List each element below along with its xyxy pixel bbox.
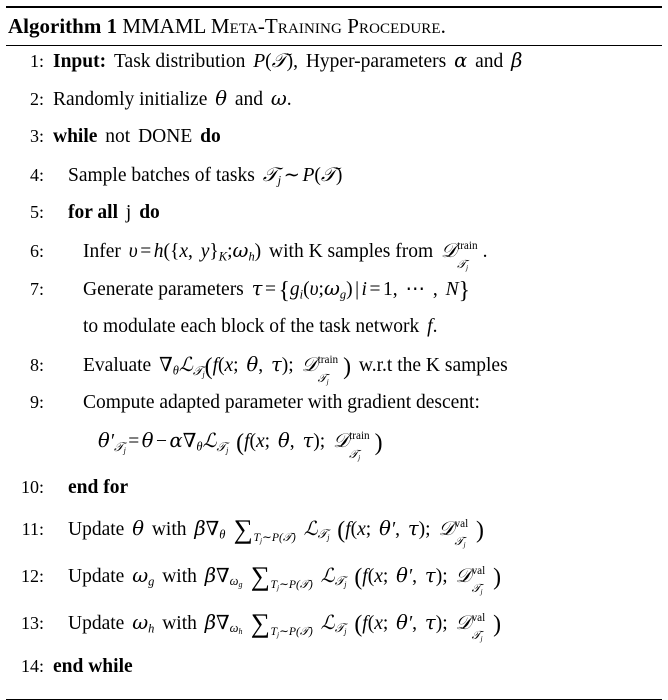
algorithm-line	[6, 203, 662, 241]
for-all-keyword: for all	[68, 202, 119, 224]
algorithm-header	[6, 8, 662, 45]
algorithm-equation-line	[6, 431, 662, 478]
train-superscript: train	[349, 430, 370, 443]
algorithm-line	[6, 355, 662, 393]
line-number: 4:	[29, 165, 44, 186]
wrt-k-samples-label: w.r.t the K samples	[358, 355, 508, 377]
algorithm-line	[6, 51, 662, 89]
with-label: with	[162, 565, 197, 587]
line-content: Evaluate $\nabla_\theta ℒ_{𝒯_j}(f(x$; θ, τ); 𝒟 train 𝒯$_j$ ) w.r.t the K samples	[83, 353, 508, 386]
line-number: 12:	[20, 565, 44, 586]
algorithm-line	[6, 241, 662, 279]
line-content: Update θ with $\beta\nabla_\theta$ $\sum_{T_j\sim P(𝒯)}$ ℒ$_{𝒯_j}$ (f(x; θ′, τ); 𝒟 val 𝒯$_j$ )	[68, 514, 484, 550]
while-keyword: while	[53, 126, 98, 148]
with-label: with	[151, 518, 187, 540]
line-number: 2:	[29, 89, 44, 110]
sample-batches-label: Sample batches of tasks	[68, 165, 255, 187]
generate-parameters-label: Generate parameters	[83, 279, 244, 301]
algorithm-line	[6, 393, 662, 431]
done-label: DONE	[138, 126, 193, 148]
line-number: 14:	[20, 656, 44, 677]
algorithm-line	[6, 127, 662, 165]
line-content: Sample batches of tasks 𝒯$_j$ ∼ P(𝒯)	[68, 163, 343, 188]
train-superscript: train	[457, 240, 478, 253]
input-keyword: Input:	[53, 51, 107, 73]
randomly-initialize-label: Randomly initialize	[53, 89, 208, 111]
task-distribution-label: Task distribution	[114, 51, 246, 73]
evaluate-label: Evaluate	[83, 355, 152, 377]
line-content	[53, 657, 662, 677]
line-number: 13:	[20, 612, 44, 633]
with-k-samples-label: with K samples from	[269, 241, 434, 263]
line-number: 3:	[29, 126, 44, 147]
not-label: not	[105, 126, 131, 148]
algorithm-line	[6, 610, 662, 657]
line-number: 10:	[20, 477, 44, 498]
line-content: Update $\omega_h$ with $\beta\nabla_{\omega_h}$ $\sum_{T_j\sim P(𝒯)}$ ℒ$_{𝒯_j}$ (f(x; θ′, τ); 𝒟 val 𝒯$_j$ )	[68, 608, 501, 644]
compute-adapted-label: Compute adapted parameter with gradient descent:	[83, 392, 480, 414]
line-content	[53, 478, 662, 498]
val-superscript: val	[471, 611, 486, 624]
loop-index: j	[125, 202, 132, 224]
algorithm-line	[6, 563, 662, 610]
and-label: and	[475, 51, 504, 73]
line-number: 11:	[21, 518, 44, 539]
line-content	[53, 393, 662, 413]
and-label: and	[234, 89, 263, 111]
train-superscript: train	[317, 354, 339, 367]
algorithm-line-continuation	[6, 317, 662, 355]
line-content: Input: Task distribution P(𝒯), Hyper-parameters α and β	[53, 49, 523, 73]
line-content: to modulate each block of the task network f.	[83, 316, 438, 338]
val-superscript: val	[454, 517, 469, 530]
algorithm-acronym: MMAML	[122, 14, 206, 38]
end-while-keyword: end while	[53, 656, 133, 678]
algorithm-line	[6, 478, 662, 516]
algorithm-lines	[6, 46, 662, 699]
algorithm-line	[6, 657, 662, 695]
adapted-parameter-equation: $\theta'_{𝒯_j} = \theta$ − $\alpha\nabla_\theta ℒ_{𝒯_j}$ (f(x; θ, τ); 𝒟 train 𝒯$_j$ )	[98, 429, 383, 462]
hyper-parameters-label: Hyper-parameters	[305, 51, 447, 73]
end-for-keyword: end for	[68, 477, 129, 499]
line-content: Generate parameters $\tau = \{g_i(\upsilon;\omega_g)$ | i = 1, ⋯ , N}	[83, 277, 470, 304]
to-modulate-label: to modulate each block of the task network	[83, 316, 420, 338]
algorithm-title: Meta-Training Procedure.	[210, 14, 447, 38]
algorithm-block	[0, 6, 668, 700]
line-number: 1:	[29, 51, 44, 72]
line-number: 9:	[29, 392, 44, 413]
algorithm-number: 1	[106, 14, 118, 38]
do-keyword: do	[139, 202, 160, 224]
line-content: Infer υ = h({x, $y\}_K;\omega_h$) with K samples from 𝒟 train 𝒯$_j$ .	[83, 239, 488, 272]
line-content	[53, 127, 662, 147]
algorithm-line	[6, 516, 662, 563]
line-number: 6:	[29, 241, 44, 262]
line-content	[53, 203, 662, 223]
update-label: Update	[68, 612, 125, 634]
line-number: 8:	[29, 355, 44, 376]
with-label: with	[162, 612, 197, 634]
val-superscript: val	[471, 564, 486, 577]
do-keyword: do	[200, 126, 221, 148]
algorithm-line	[6, 89, 662, 127]
algorithm-line	[6, 279, 662, 317]
algorithm-line	[6, 165, 662, 203]
update-label: Update	[68, 518, 125, 540]
line-number: 7:	[29, 279, 44, 300]
line-number: 5:	[29, 202, 44, 223]
line-content: Update $\omega_g$ with $\beta\nabla_{\omega_g}$ $\sum_{T_j\sim P(𝒯)}$ ℒ$_{𝒯_j}$ (f(x; θ′, τ); 𝒟 val 𝒯$_j$ )	[68, 561, 501, 597]
line-content: Randomly initialize θ and ω.	[53, 87, 292, 111]
infer-label: Infer	[83, 241, 121, 263]
update-label: Update	[68, 565, 125, 587]
algorithm-word: Algorithm	[8, 14, 102, 38]
